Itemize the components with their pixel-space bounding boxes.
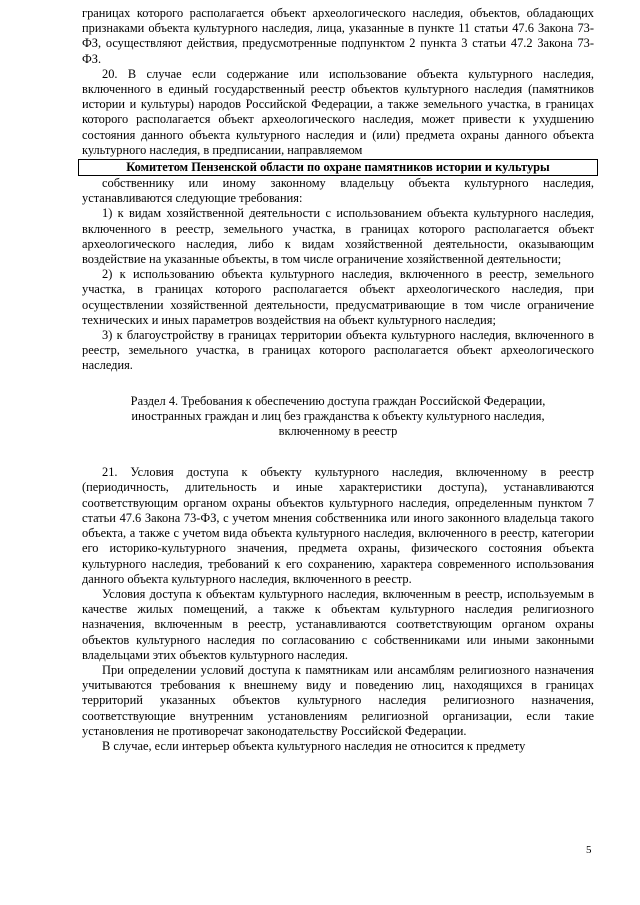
- highlighted-committee-banner: Комитетом Пензенской области по охране памятников истории и культуры: [78, 159, 598, 176]
- paragraph-20: 20. В случае если содержание или использование объекта культурного наследия, включенного в единый государственный реестр объектов культурного наследия (памятников истории и культуры) народов Российской Федерации, а также земельного участка, в границах которого располагается объект археологического наследия, может привести к ухудшению состояния данного объекта культурного наследия и (или) предмета охраны данного объекта культурного наследия, в предписании, направляемом: [82, 66, 594, 157]
- paragraph-item-2: 2) к использованию объекта культурного наследия, включенного в реестр, земельного участка, в границах которого располагается объект археологического наследия, при осуществлении хозяйственной деятельности, предусматривающие в том числе ограничение технических и иных параметров воздействия на объект культурного наследия;: [82, 267, 594, 327]
- section-heading: [82, 394, 594, 440]
- paragraph-21-2: Условия доступа к объектам культурного наследия, включенным в реестр, используемым в качестве жилых помещений, а также к объектам культурного наследия религиозного назначения, включенным в реестр, устанавливаются соответствующим органом охраны объектов культурного наследия по согласованию с собственниками или иными законными владельцами этих объектов культурного наследия.: [82, 586, 594, 662]
- page-number: 5: [586, 844, 592, 856]
- paragraph-21-4: В случае, если интерьер объекта культурного наследия не относится к предмету: [102, 738, 526, 753]
- document-body: [82, 6, 594, 754]
- section-heading-line-1: Раздел 4. Требования к обеспечению доступа граждан Российской Федерации,: [130, 393, 546, 408]
- paragraph-intro: границах которого располагается объект археологического наследия, объектов, обладающих признаками объекта культурного наследия, лица, указанные в пункте 11 статьи 47.6 Закона 73-ФЗ, осуществляют действия, предусмотренные подпунктом 2 пункта 3 статьи 47.2 Закона 73-ФЗ.: [82, 6, 594, 66]
- section-heading-line-3: включенному в реестр: [278, 424, 398, 439]
- paragraph-21-3: При определении условий доступа к памятникам или ансамблям религиозного назначения учитываются требования к внешнему виду и поведению лиц, находящихся в границах территорий указанных объектов культурного наследия религиозного назначения, соответствующие внутренним установлениям религиозной организации, если такие установления не противоречат законодательству Российской Федерации.: [82, 662, 594, 738]
- paragraph-item-3: 3) к благоустройству в границах территории объекта культурного наследия, включенного в реестр, земельного участка, в границах которого располагается объект археологического наследия.: [82, 328, 594, 373]
- section-heading-line-2: иностранных граждан и лиц без гражданства к объекту культурного наследия,: [131, 408, 545, 423]
- paragraph-20-continuation: собственнику или иному законному владельцу объекта культурного наследия, устанавливаются следующие требования:: [82, 176, 594, 206]
- paragraph-item-1: 1) к видам хозяйственной деятельности с использованием объекта культурного наследия, включенного в реестр, земельного участка, в границах которого располагается объект археологического наследия, либо к видам хозяйственной деятельности, оказывающим воздействие на указанные объекты, в том числе ограничение хозяйственной деятельности;: [82, 206, 594, 267]
- paragraph-21: 21. Условия доступа к объекту культурного наследия, включенному в реестр (периодичность, длительность и иные характеристики доступа), устанавливаются соответствующим органом охраны объектов культурного наследия, определенным пунктом 7 статьи 47.6 Закона 73-ФЗ, с учетом мнения собственника или иного законного владельца такого объекта, а также с учетом вида объекта культурного наследия, включенного в реестр, категории его историко-культурного значения, предмета охраны, физического состояния объекта культурного наследия, требований к его сохранению, характера современного использования данного объекта культурного наследия, включенного в реестр.: [82, 465, 594, 586]
